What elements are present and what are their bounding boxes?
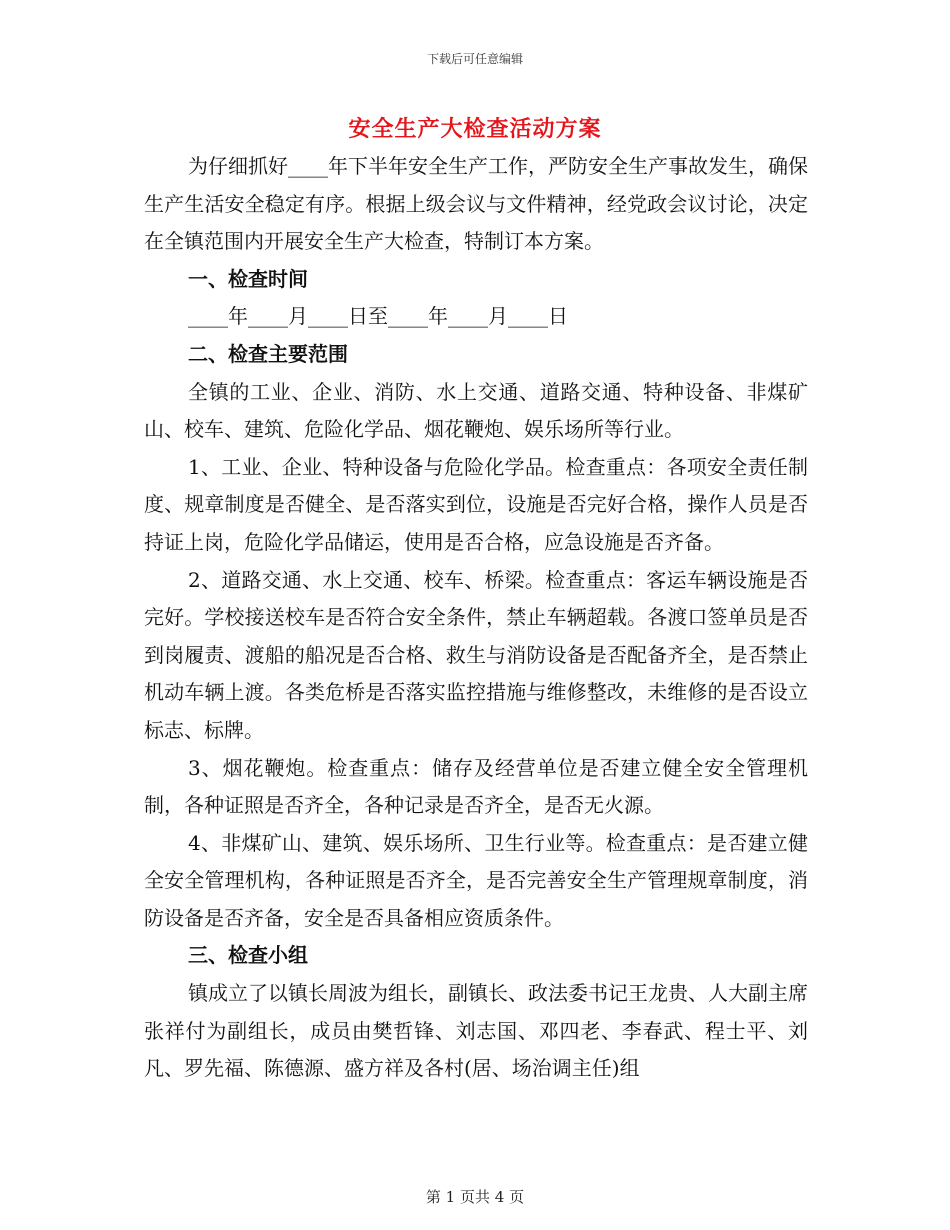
team-paragraph: 镇成立了以镇长周波为组长，副镇长、政法委书记王龙贵、人大副主席张祥付为副组长，成员由樊哲锋、刘志国、邓四老、李春武、程士平、刘凡、罗先福、陈德源、盛方祥及各村(居、场治调主任)组 (144, 981, 808, 1081)
section-heading-time: 一、检查时间 (188, 266, 308, 291)
document-body (144, 148, 808, 1088)
page-number: 第 1 页共 4 页 (425, 1188, 525, 1206)
scope-item-1: 1、工业、企业、特种设备与危险化学品。检查重点：各项安全责任制度、规章制度是否健全、是否落实到位，设施是否完好合格，操作人员是否持证上岗，危险化学品储运，使用是否合格，应急设施是否齐备。 (144, 454, 808, 554)
section-heading-team: 三、检查小组 (188, 943, 308, 968)
scope-paragraph: 全镇的工业、企业、消防、水上交通、道路交通、特种设备、非煤矿山、校车、建筑、危险化学品、烟花鞭炮、娱乐场所等行业。 (144, 379, 808, 442)
scope-item-3: 3、烟花鞭炮。检查重点：储存及经营单位是否建立健全安全管理机制，各种证照是否齐全，各种记录是否齐全，是否无火源。 (144, 755, 808, 818)
section-heading-scope: 二、检查主要范围 (188, 341, 348, 366)
scope-item-2: 2、道路交通、水上交通、校车、桥梁。检查重点：客运车辆设施是否完好。学校接送校车是否符合安全条件，禁止车辆超载。各渡口签单员是否到岗履责、渡船的船况是否合格、救生与消防设备是否配备齐全，是否禁止机动车辆上渡。各类危桥是否落实监控措施与维修整改，未维修的是否设立标志、标牌。 (144, 567, 808, 742)
intro-paragraph: 为仔细抓好____年下半年安全生产工作，严防安全生产事故发生，确保生产生活安全稳定有序。根据上级会议与文件精神，经党政会议讨论，决定在全镇范围内开展安全生产大检查，特制订本方案。 (144, 154, 808, 254)
header-note: 下载后可任意编辑 (426, 52, 523, 66)
document-title: 安全生产大检查活动方案 (348, 116, 602, 142)
date-range-line: ____年____月____日至____年____月____日 (188, 304, 568, 329)
scope-item-4: 4、非煤矿山、建筑、娱乐场所、卫生行业等。检查重点：是否建立健全安全管理机构，各种证照是否齐全，是否完善安全生产管理规章制度，消防设备是否齐备，安全是否具备相应资质条件。 (144, 830, 808, 930)
